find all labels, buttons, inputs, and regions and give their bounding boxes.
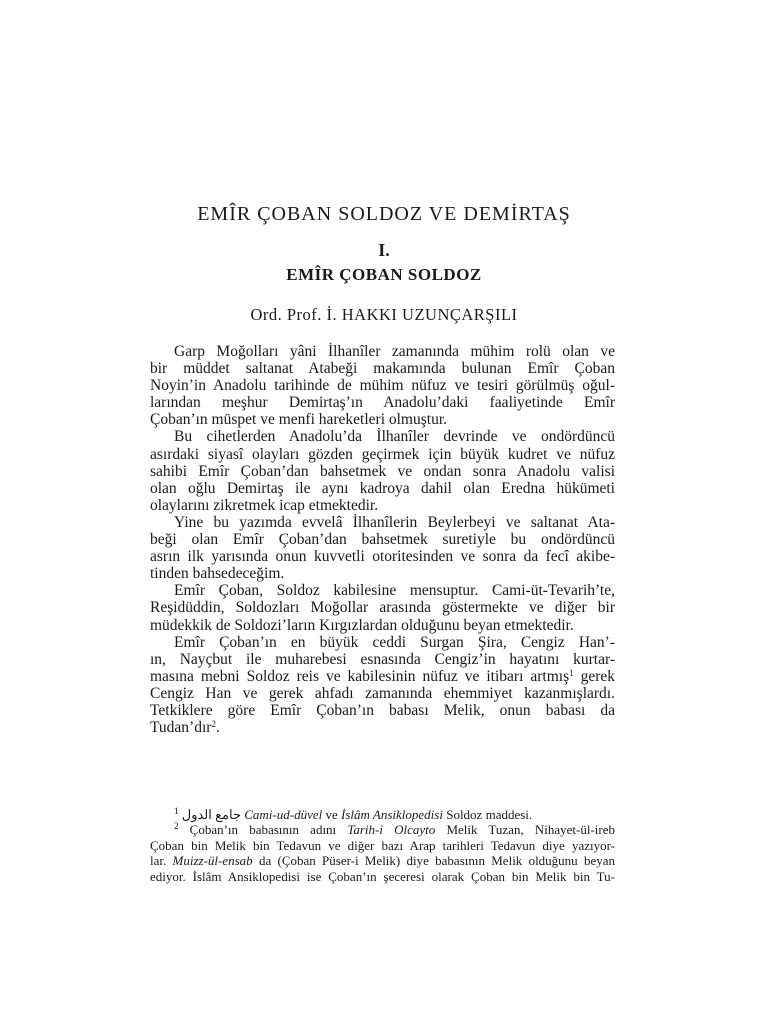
text-fragment: masına mebni Soldoz reis ve kabilesinin nüfuz ve itibarı artmış	[150, 667, 570, 685]
text-line: müdekkik de Soldozi’ların Kırgızlardan olduğunu beyan etmektedir.	[150, 616, 574, 634]
footnotes	[150, 807, 615, 884]
text-line: Emîr Çoban’ın en büyük ceddi Surgan Şira, Cengiz Han’-	[174, 633, 615, 651]
text-line: Yine bu yazımda evvelâ İlhanîlerin Beylerbeyi ve saltanat Ata-	[174, 513, 615, 531]
footnote-line	[150, 822, 615, 837]
text-fragment: da (Çoban Püser-i Melik) diye babasının Melik olduğunu beyan	[252, 853, 615, 869]
italic-title: Muizz-ül-ensab	[172, 853, 253, 869]
text-fragment: lar.	[150, 853, 173, 869]
footnote-ref-1[interactable]: 1	[569, 667, 574, 678]
text-line: ın, Nayçbut ile muharebesi esnasında Cengiz’in hayatını kurtar-	[150, 650, 615, 668]
footnote-mark: 1	[174, 806, 179, 816]
footnote-2	[150, 822, 615, 884]
text-fragment: Çoban’ın babasının adını	[178, 822, 348, 838]
text-line: Cengiz Han ve gerek ahfadı zamanında ehemmiyet kazanmışlardı.	[150, 684, 615, 702]
text-line: beği olan Emîr Çoban’dan bahsetmek suretiyle bu ondördüncü	[150, 531, 615, 549]
italic-title: İslâm Ansiklopedisi	[341, 807, 443, 822]
paragraph-5	[150, 634, 615, 737]
text-fragment: .	[215, 719, 220, 737]
footnote-ref-2[interactable]: 2	[211, 719, 216, 730]
footnote-line	[150, 853, 615, 868]
text-line: tinden bahsedeceğim.	[150, 565, 285, 583]
text-line: asrın ilk yarısında onun kuvvetli otoritesinden ve sonra da fecî akibe-	[150, 548, 615, 566]
text-fragment: ve	[322, 807, 342, 822]
text-line: sahibi Emîr Çoban’dan bahsetmek ve ondan sonra Anadolu valisi	[150, 462, 615, 480]
text-line: Noyin’in Anadolu tarihinde de mühim nüfuz ve tesiri görülmüş oğul-	[150, 377, 615, 395]
footnote-line: ediyor. İslâm Ansiklopedisi ise Çoban’ın şeceresi olarak Çoban bin Melik bin Tu-	[150, 868, 615, 884]
paragraph-2	[150, 428, 615, 513]
text-line: bir müddet saltanat Atabeği makamında bulunan Emîr Çoban	[150, 360, 615, 378]
italic-title: Cami-ud-düvel	[244, 807, 323, 822]
text-line: olan oğlu Demirtaş ile aynı kadroya dahil olan Eredna hükümeti	[150, 479, 615, 497]
text-line: Emîr Çoban, Soldoz kabilesine mensuptur. Cami-üt-Tevarih’te,	[174, 582, 615, 600]
text-line: Bu cihetlerden Anadolu’da İlhanîler devrinde ve ondördüncü	[174, 428, 615, 446]
paragraph-4	[150, 582, 615, 633]
paragraph-3	[150, 514, 615, 582]
text-line: Çoban’ın müspet ve menfi hareketleri olmuştur.	[150, 411, 448, 429]
article-body	[150, 343, 615, 736]
text-line: Tetkiklere göre Emîr Çoban’ın babası Melik, onun babası da	[150, 701, 615, 719]
text-line	[150, 668, 615, 685]
footnote-line	[150, 807, 615, 822]
text-line: olaylarını zikretmek icap etmektedir.	[150, 496, 379, 514]
text-fragment: Melik Tuzan, Nihayet-ül-ireb	[435, 822, 615, 838]
section-title: EMÎR ÇOBAN SOLDOZ	[286, 265, 482, 284]
arabic-title: جامع الدول	[181, 807, 241, 822]
paragraph-1	[150, 343, 615, 428]
text-fragment: Soldoz maddesi.	[442, 807, 533, 822]
text-line: Garp Moğolları yâni İlhanîler zamanında mühim rolü olan ve	[174, 343, 615, 360]
footnote-mark: 2	[174, 821, 179, 832]
text-fragment: Tudan’dır	[150, 719, 212, 737]
text-line	[150, 719, 615, 736]
text-line: larından meşhur Demirtaş’ın Anadolu’daki faaliyetinde Emîr	[150, 394, 615, 412]
section-number: I.	[378, 240, 390, 260]
text-fragment: gerek	[573, 667, 615, 685]
author-line: Ord. Prof. İ. HAKKI UZUNÇARŞILI	[250, 305, 518, 324]
italic-title: Tarih-i Olcayto	[347, 822, 436, 838]
footnote-1	[150, 807, 615, 822]
article-title: EMÎR ÇOBAN SOLDOZ VE DEMİRTAŞ	[197, 203, 571, 225]
text-line: asırdaki siyasî olayları gözden geçirmek için büyük kudret ve nüfuz	[150, 445, 615, 463]
text-line: Reşidüddin, Soldozları Moğollar arasında göstermekte ve diğer bir	[150, 599, 615, 617]
footnote-line: Çoban bin Melik bin Tedavun ve diğer bazı Arap tarihleri Tedavun diye yazıyor-	[150, 837, 615, 853]
